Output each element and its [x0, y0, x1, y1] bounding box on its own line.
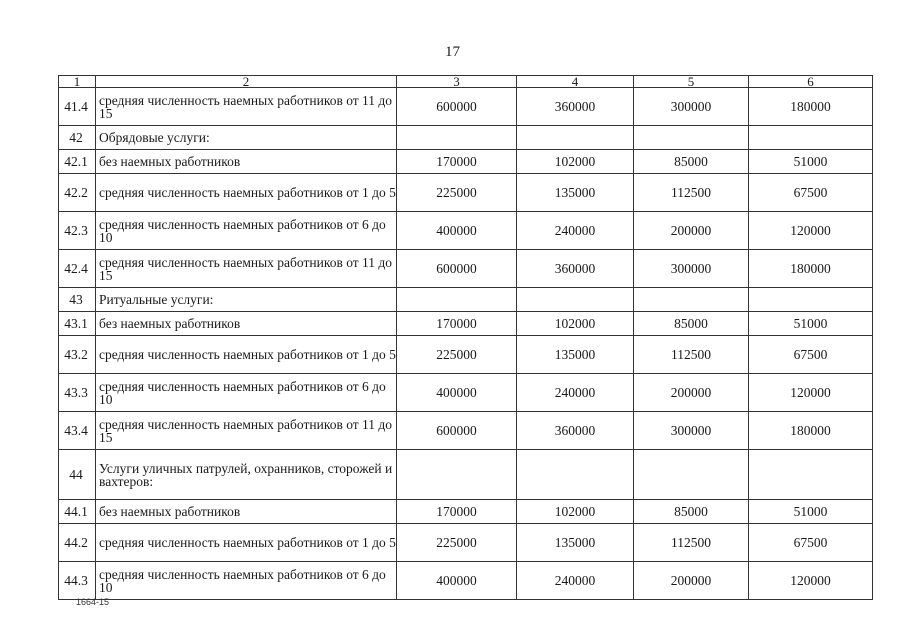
table-row: [59, 374, 873, 412]
row-description-cell: средняя численность наемных работников от 6 до 10: [96, 374, 397, 412]
document-code: 1664-15: [76, 597, 110, 607]
row-value-cell: 85000: [634, 312, 749, 336]
row-value-cell: 85000: [634, 150, 749, 174]
row-description-cell: средняя численность наемных работников от 6 до 10: [96, 562, 397, 600]
row-value-cell: [517, 450, 634, 500]
table-row: [59, 126, 873, 150]
row-number-cell: 43.4: [59, 412, 96, 450]
row-value-cell: 135000: [517, 174, 634, 212]
table-row: [59, 450, 873, 500]
table-row: [59, 312, 873, 336]
row-value-cell: [749, 450, 873, 500]
row-number-cell: 44.2: [59, 524, 96, 562]
table-header-row: [59, 76, 873, 88]
row-value-cell: 102000: [517, 500, 634, 524]
row-value-cell: 225000: [397, 174, 517, 212]
row-value-cell: 200000: [634, 212, 749, 250]
row-value-cell: 600000: [397, 412, 517, 450]
row-description-cell: без наемных работников: [96, 150, 397, 174]
table-row: [59, 524, 873, 562]
row-description-cell: средняя численность наемных работников от 11 до 15: [96, 88, 397, 126]
row-value-cell: 300000: [634, 250, 749, 288]
row-value-cell: 360000: [517, 250, 634, 288]
row-value-cell: 225000: [397, 524, 517, 562]
table-row: [59, 336, 873, 374]
page-number: 17: [445, 44, 460, 60]
row-value-cell: [397, 288, 517, 312]
row-value-cell: 112500: [634, 174, 749, 212]
row-value-cell: 135000: [517, 336, 634, 374]
header-cell: 2: [96, 76, 397, 88]
row-value-cell: 200000: [634, 374, 749, 412]
row-description-cell: Обрядовые услуги:: [96, 126, 397, 150]
row-description-cell: Ритуальные услуги:: [96, 288, 397, 312]
table-body: [59, 76, 873, 600]
table-row: [59, 212, 873, 250]
row-number-cell: 43.1: [59, 312, 96, 336]
table-row: [59, 150, 873, 174]
row-value-cell: 102000: [517, 312, 634, 336]
row-value-cell: 360000: [517, 412, 634, 450]
row-value-cell: 170000: [397, 500, 517, 524]
row-value-cell: 240000: [517, 374, 634, 412]
table-row: [59, 412, 873, 450]
row-value-cell: 120000: [749, 374, 873, 412]
row-value-cell: 51000: [749, 150, 873, 174]
row-value-cell: 400000: [397, 374, 517, 412]
row-value-cell: [517, 288, 634, 312]
header-cell: 3: [397, 76, 517, 88]
row-value-cell: 600000: [397, 88, 517, 126]
row-value-cell: 225000: [397, 336, 517, 374]
row-value-cell: 400000: [397, 212, 517, 250]
header-cell: 6: [749, 76, 873, 88]
row-value-cell: 400000: [397, 562, 517, 600]
header-cell: 1: [59, 76, 96, 88]
tariff-table: [58, 75, 873, 600]
row-value-cell: [397, 450, 517, 500]
row-value-cell: [634, 126, 749, 150]
row-number-cell: 41.4: [59, 88, 96, 126]
row-value-cell: 180000: [749, 88, 873, 126]
row-number-cell: 42.3: [59, 212, 96, 250]
row-number-cell: 42.1: [59, 150, 96, 174]
table-row: [59, 500, 873, 524]
row-description-cell: средняя численность наемных работников от 11 до 15: [96, 412, 397, 450]
row-description-cell: без наемных работников: [96, 500, 397, 524]
row-value-cell: 180000: [749, 412, 873, 450]
row-number-cell: 42.4: [59, 250, 96, 288]
row-number-cell: 42.2: [59, 174, 96, 212]
row-value-cell: 360000: [517, 88, 634, 126]
row-number-cell: 44.1: [59, 500, 96, 524]
row-value-cell: 600000: [397, 250, 517, 288]
row-number-cell: 44: [59, 450, 96, 500]
row-value-cell: [749, 126, 873, 150]
row-value-cell: 51000: [749, 312, 873, 336]
row-number-cell: 43: [59, 288, 96, 312]
row-value-cell: 120000: [749, 562, 873, 600]
row-value-cell: 120000: [749, 212, 873, 250]
row-value-cell: 112500: [634, 336, 749, 374]
table-row: [59, 250, 873, 288]
row-description-cell: Услуги уличных патрулей, охранников, сторожей и вахтеров:: [96, 450, 397, 500]
row-value-cell: 240000: [517, 562, 634, 600]
table-row: [59, 562, 873, 600]
row-value-cell: 102000: [517, 150, 634, 174]
row-value-cell: [397, 126, 517, 150]
row-value-cell: 51000: [749, 500, 873, 524]
row-number-cell: 44.3: [59, 562, 96, 600]
row-number-cell: 42: [59, 126, 96, 150]
row-description-cell: средняя численность наемных работников от 6 до 10: [96, 212, 397, 250]
row-value-cell: 240000: [517, 212, 634, 250]
row-number-cell: 43.2: [59, 336, 96, 374]
row-value-cell: 200000: [634, 562, 749, 600]
row-value-cell: 170000: [397, 150, 517, 174]
row-value-cell: 85000: [634, 500, 749, 524]
row-value-cell: 135000: [517, 524, 634, 562]
row-value-cell: [634, 450, 749, 500]
row-value-cell: 67500: [749, 336, 873, 374]
row-number-cell: 43.3: [59, 374, 96, 412]
table-row: [59, 174, 873, 212]
row-value-cell: 170000: [397, 312, 517, 336]
table-row: [59, 88, 873, 126]
row-value-cell: 300000: [634, 412, 749, 450]
table-row: [59, 288, 873, 312]
header-cell: 4: [517, 76, 634, 88]
row-description-cell: средняя численность наемных работников от 11 до 15: [96, 250, 397, 288]
row-value-cell: 180000: [749, 250, 873, 288]
row-value-cell: 300000: [634, 88, 749, 126]
header-cell: 5: [634, 76, 749, 88]
row-description-cell: средняя численность наемных работников от 1 до 5: [96, 336, 397, 374]
row-value-cell: 67500: [749, 524, 873, 562]
row-value-cell: [517, 126, 634, 150]
row-value-cell: 112500: [634, 524, 749, 562]
row-description-cell: без наемных работников: [96, 312, 397, 336]
row-description-cell: средняя численность наемных работников от 1 до 5: [96, 174, 397, 212]
row-value-cell: [634, 288, 749, 312]
row-value-cell: [749, 288, 873, 312]
row-description-cell: средняя численность наемных работников от 1 до 5: [96, 524, 397, 562]
row-value-cell: 67500: [749, 174, 873, 212]
